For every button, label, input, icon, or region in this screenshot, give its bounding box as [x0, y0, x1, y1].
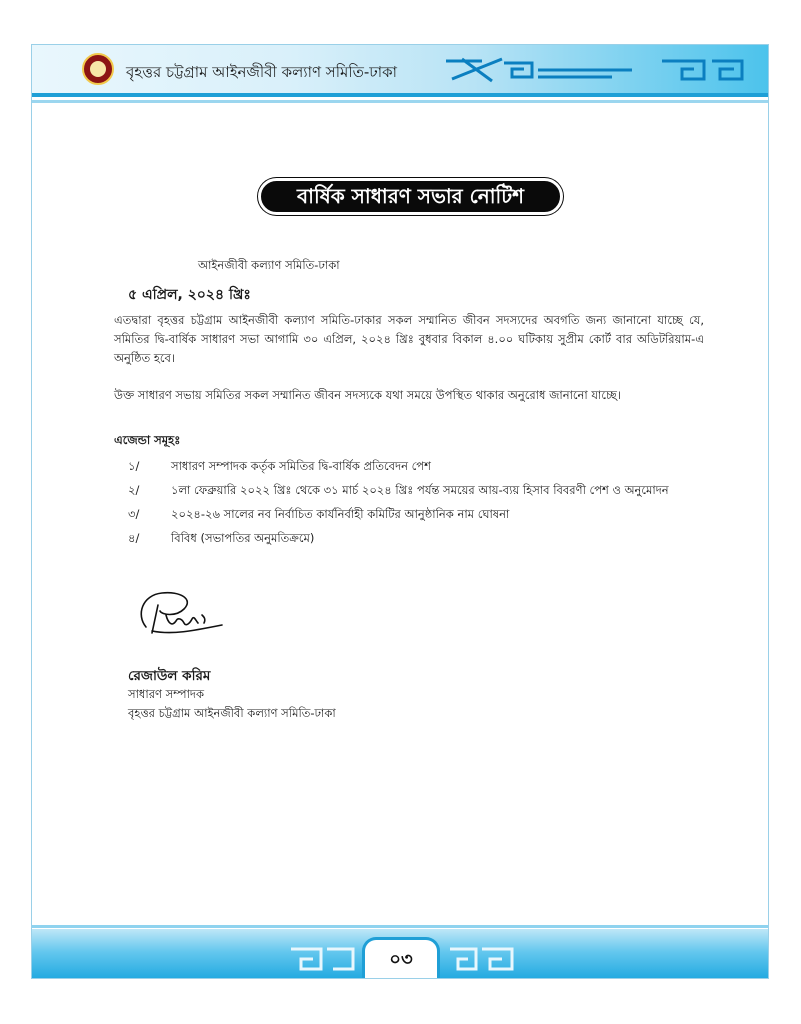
logo-icon — [82, 53, 114, 85]
footer-decoration-right-icon — [446, 941, 516, 977]
agenda-item-number: ৩/ — [128, 507, 140, 521]
header-divider-thin — [32, 100, 768, 103]
page-number: ০৩ — [362, 937, 440, 979]
agenda-item-number: ২/ — [128, 483, 140, 497]
footer-decoration-left-icon — [287, 941, 357, 977]
document-page — [31, 44, 769, 979]
agenda-item-text: ১লা ফেব্রুয়ারি ২০২২ খ্রিঃ থেকে ৩১ মার্চ ২০২৪ খ্রিঃ পর্যন্ত সময়ের আয়-ব্যয় হিসাব বিবরণী পেশ ও অনুমোদন — [171, 483, 669, 497]
agenda-item-text: সাধারণ সম্পাদক কর্তৃক সমিতির দ্বি-বার্ষিক প্রতিবেদন পেশ — [171, 459, 431, 473]
recipient-line: আইনজীবী কল্যাণ সমিতি-ঢাকা — [198, 258, 340, 272]
agenda-title: এজেন্ডা সমূহঃ — [114, 433, 181, 447]
notice-title: বার্ষিক সাধারণ সভার নোটিশ — [258, 178, 563, 215]
agenda-item-text: ২০২৪-২৬ সালের নব নির্বাচিত কার্যনির্বাহী কমিটির আনুষ্ঠানিক নাম ঘোষনা — [171, 507, 510, 521]
agenda-item-text: বিবিধ (সভাপতির অনুমতিক্রমে) — [171, 531, 315, 545]
header-decoration-icon — [442, 51, 762, 89]
footer-divider — [32, 925, 768, 928]
signer-name: রেজাউল করিম — [128, 668, 211, 684]
notice-paragraph-1: এতদ্বারা বৃহত্তর চট্টগ্রাম আইনজীবী কল্যাণ সমিতি-ঢাকার সকল সম্মানিত জীবন সদস্যদের অবগতি জন্য জানানো যাচ্ছে যে, সমিতির দ্বি-বার্ষিক সাধারণ সভা আগামি ৩০ এপ্রিল, ২০২৪ খ্রিঃ বুধবার বিকাল ৪.০০ ঘটিকায় সুপ্রীম কোর্ট বার অডিটরিয়াম-এ অনুষ্ঠিত হবে। — [114, 313, 704, 365]
notice-date: ৫ এপ্রিল, ২০২৪ খ্রিঃ — [128, 287, 251, 303]
notice-paragraph-2: উক্ত সাধারণ সভায় সমিতির সকল সম্মানিত জীবন সদস্যকে যথা সময়ে উপস্থিত থাকার অনুরোধ জানানো যাচ্ছে। — [114, 388, 621, 402]
handwritten-signature — [132, 585, 232, 645]
header-org-name: বৃহত্তর চট্টগ্রাম আইনজীবী কল্যাণ সমিতি-ঢাকা — [126, 63, 397, 81]
agenda-item-number: ৪/ — [128, 531, 140, 545]
signer-title: সাধারণ সম্পাদক — [128, 687, 204, 701]
header-band — [32, 45, 768, 93]
agenda-item-number: ১/ — [128, 459, 140, 473]
header-divider — [32, 93, 768, 97]
signer-organization: বৃহত্তর চট্টগ্রাম আইনজীবী কল্যাণ সমিতি-ঢাকা — [128, 706, 336, 720]
